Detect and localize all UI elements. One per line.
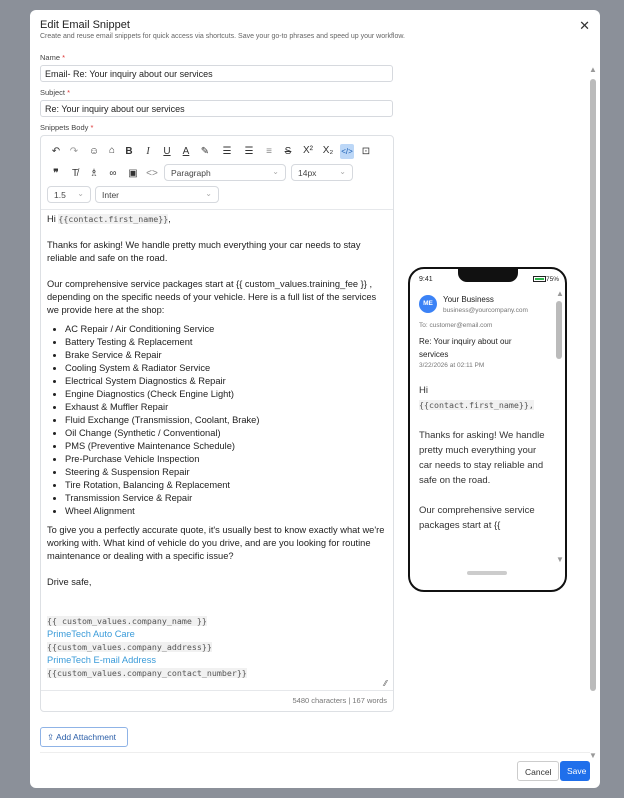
font-family-select[interactable]: Inter ⌄	[95, 186, 219, 203]
edit-snippet-dialog	[30, 10, 600, 788]
text-color-icon[interactable]: A	[182, 146, 190, 157]
paragraph-select[interactable]: Paragraph ⌄	[164, 164, 286, 181]
bullet-list-icon[interactable]: ☰	[222, 146, 232, 157]
bold-icon[interactable]: B	[125, 146, 133, 157]
upload-icon: ⇪	[47, 732, 55, 742]
subscript-icon[interactable]: X₂	[322, 145, 334, 156]
link-icon[interactable]: ∞	[109, 168, 117, 179]
close-icon[interactable]: ✕	[579, 18, 590, 33]
paragraph-2: Our comprehensive service packages start at {{ custom_values.training_fee }} , depending on the specific needs of your vehicle. Here is a full list of the services we provide here at the shop:	[47, 279, 377, 315]
paragraph-1: Thanks for asking! We handle pretty much everything your car needs to stay reliable and safe on the road.	[47, 240, 361, 263]
company-name-link[interactable]: PrimeTech Auto Care	[47, 629, 135, 639]
undo-icon[interactable]: ↶	[51, 146, 61, 157]
avatar: ME	[419, 295, 437, 313]
list-item: • Steering & Suspension Repair	[65, 466, 387, 479]
resize-handle-icon[interactable]: ⁄⁄	[384, 679, 387, 688]
list-item: • Tire Rotation, Balancing & Replacement	[65, 479, 387, 492]
add-attachment-button[interactable]: ⇪ Add Attachment	[40, 727, 128, 747]
format-painter-icon[interactable]: ♗	[89, 168, 99, 179]
status-time: 9:41	[419, 276, 433, 283]
preview-subject: Re: Your inquiry about our services	[419, 337, 512, 359]
list-item: • PMS (Preventive Maintenance Schedule)	[65, 440, 387, 453]
paragraph-3: To give you a perfectly accurate quote, it's usually best to know exactly what we're working with. What kind of vehicle do you drive, and are you looking for routine maintenance or dealing with a specific issue?	[47, 525, 385, 561]
quote-icon[interactable]: ❞	[53, 168, 59, 179]
divider	[40, 752, 590, 753]
sender-email: business@yourcompany.com	[443, 307, 528, 314]
dialog-scrollbar[interactable]	[588, 65, 598, 760]
list-item: • Transmission Service & Repair	[65, 492, 387, 505]
list-item: • Wheel Alignment	[65, 505, 387, 518]
strikethrough-icon[interactable]: S	[284, 146, 292, 157]
battery-status: 75%	[533, 276, 559, 283]
dialog-subtitle: Create and reuse email snippets for quick access via shortcuts. Save your go-to phrases and speed up your workflow.	[40, 33, 405, 40]
list-item: • Fluid Exchange (Transmission, Coolant, Brake)	[65, 414, 387, 427]
scroll-up-icon[interactable]: ▲	[589, 65, 597, 74]
list-item: • AC Repair / Air Conditioning Service	[65, 323, 387, 336]
divider	[41, 690, 393, 691]
list-item: • Brake Service & Repair	[65, 349, 387, 362]
character-counter: 5480 characters | 167 words	[292, 696, 387, 705]
underline-icon[interactable]: U	[163, 146, 171, 157]
superscript-icon[interactable]: X²	[303, 145, 313, 156]
company-address-var: {{custom_values.company_address}}	[47, 642, 212, 652]
embed-icon[interactable]: ⊡	[361, 146, 371, 157]
emoji-icon[interactable]: ☺	[88, 146, 100, 157]
align-icon[interactable]: ≡	[266, 146, 272, 157]
preview-date: 3/22/2026 at 02:11 PM	[419, 362, 485, 369]
preview-body: Hi {{contact.first_name}}, Thanks for asking! We handle pretty much everything your car needs to stay reliable and safe on the road. Our comprehensive service packages start at {{	[419, 385, 545, 531]
sender-name: Your Business	[443, 295, 494, 304]
mobile-preview	[408, 267, 567, 592]
list-item: • Engine Diagnostics (Check Engine Light)	[65, 388, 387, 401]
list-item: • Pre-Purchase Vehicle Inspection	[65, 453, 387, 466]
company-contact-var: {{custom_values.company_contact_number}}	[47, 668, 247, 678]
list-item: • Exhaust & Muffler Repair	[65, 401, 387, 414]
name-input[interactable]: Email- Re: Your inquiry about our services	[40, 65, 393, 82]
redo-icon[interactable]: ↷	[69, 146, 79, 157]
scroll-down-icon[interactable]: ▼	[589, 751, 597, 760]
clear-format-icon[interactable]: T̸	[71, 168, 79, 179]
home-indicator	[467, 571, 507, 575]
editor-content[interactable]	[47, 213, 387, 680]
list-item: • Oil Change (Synthetic / Conventional)	[65, 427, 387, 440]
signoff: Drive safe,	[47, 577, 92, 587]
list-item: • Cooling System & Radiator Service	[65, 362, 387, 375]
body-label: Snippets Body *	[40, 123, 94, 132]
scroll-down-icon[interactable]: ▼	[556, 555, 564, 564]
company-email-link[interactable]: PrimeTech E-mail Address	[47, 655, 157, 665]
cancel-button[interactable]: Cancel	[517, 761, 559, 781]
code-icon[interactable]: <>	[146, 168, 158, 179]
source-code-icon[interactable]: </>	[340, 144, 354, 159]
save-button[interactable]: Save	[560, 761, 590, 781]
highlight-icon[interactable]: ✎	[200, 146, 210, 157]
rich-text-editor[interactable]	[40, 135, 394, 712]
company-name-var: {{ custom_values.company_name }}	[47, 616, 207, 626]
list-item: • Electrical System Diagnostics & Repair	[65, 375, 387, 388]
line-height-select[interactable]: 1.5 ⌄	[47, 186, 91, 203]
subject-label: Subject *	[40, 88, 71, 97]
preview-scrollbar[interactable]	[555, 289, 563, 564]
font-size-select[interactable]: 14px ⌄	[291, 164, 353, 181]
services-list	[47, 323, 387, 518]
italic-icon[interactable]: I	[146, 146, 150, 157]
greeting: Hi {{contact.first_name}},	[47, 214, 171, 224]
battery-icon	[533, 276, 546, 282]
subject-input[interactable]: Re: Your inquiry about our services	[40, 100, 393, 117]
dialog-title: Edit Email Snippet	[40, 19, 130, 31]
editor-toolbar	[41, 136, 393, 210]
recipient: To: customer@email.com	[419, 322, 493, 329]
list-item: • Battery Testing & Replacement	[65, 336, 387, 349]
numbered-list-icon[interactable]: ☰	[244, 146, 254, 157]
image-icon[interactable]: ▣	[128, 168, 138, 179]
name-label: Name *	[40, 53, 66, 62]
phone-notch	[458, 267, 518, 282]
scroll-up-icon[interactable]: ▲	[556, 289, 564, 298]
tag-icon[interactable]: ⌂	[108, 145, 116, 156]
